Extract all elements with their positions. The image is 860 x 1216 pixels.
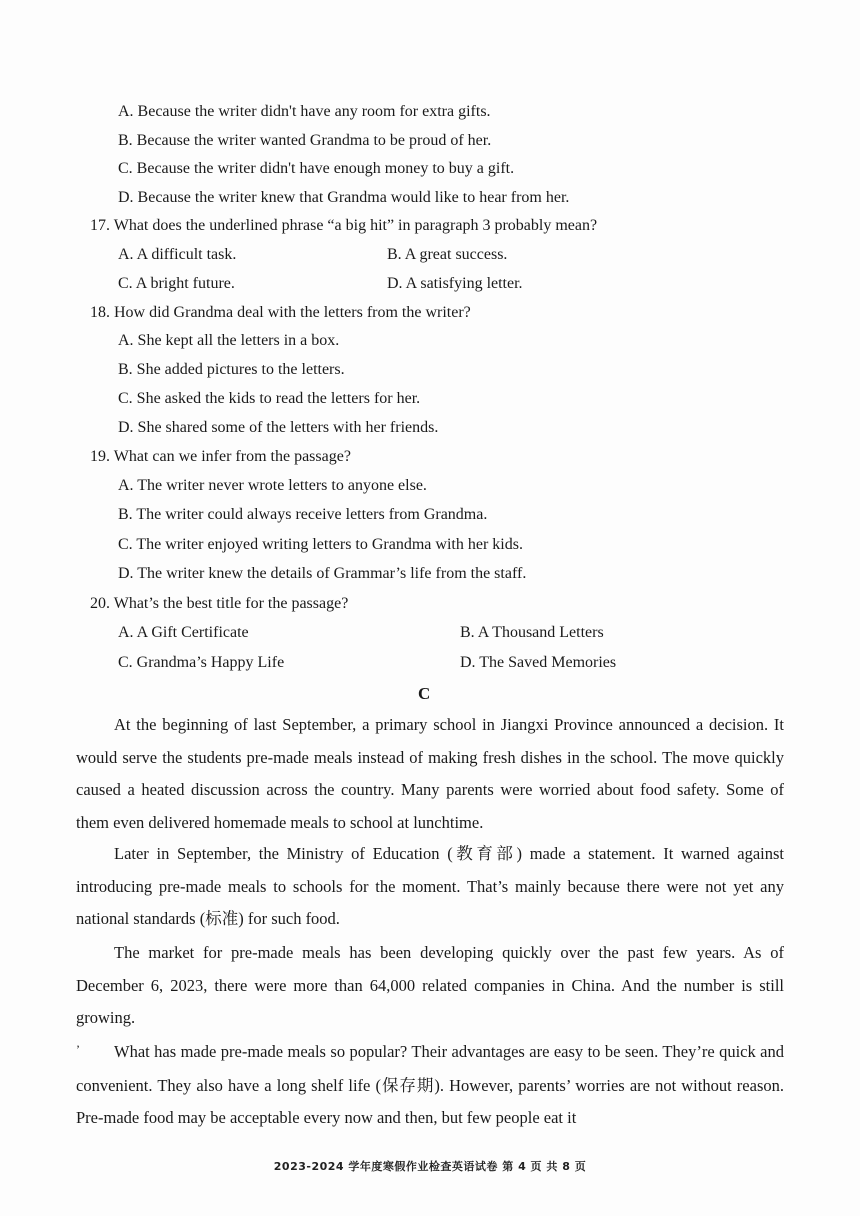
passage-paragraph-2-text: Later in September, the Ministry of Education (教育部) made a statement. It warned against introducing pre-made meals to schools for the moment. That’s mainly because there were not yet any national standards (标准) for such food.	[76, 844, 784, 928]
passage-paragraph-2	[76, 838, 784, 936]
q18-option-b: B. She added pictures to the letters.	[118, 361, 345, 378]
page-footer: 2023-2024 学年度寒假作业检查英语试卷 第 4 页 共 8 页	[273, 1160, 587, 1173]
q19-option-a: A. The writer never wrote letters to anyone else.	[118, 477, 427, 494]
q16-option-a: A. Because the writer didn't have any room for extra gifts.	[118, 103, 491, 120]
q17-option-d: D. A satisfying letter.	[387, 275, 523, 292]
passage-paragraph-1	[76, 709, 784, 839]
q20-option-d: D. The Saved Memories	[460, 654, 617, 671]
section-heading: C	[418, 684, 431, 703]
passage-paragraph-4-text: What has made pre-made meals so popular? Their advantages are easy to be seen. They’re quick and convenient. They also have a long shelf life (保存期). However, parents’ worries are not without reason. Pre-made food may be acceptable every now and then, but few people eat it	[76, 1042, 784, 1127]
q18-option-d: D. She shared some of the letters with her friends.	[118, 419, 439, 436]
q18-option-c: C. She asked the kids to read the letters for her.	[118, 390, 421, 407]
q16-option-d: D. Because the writer knew that Grandma would like to hear from her.	[118, 189, 570, 206]
passage-paragraph-3-text: The market for pre-made meals has been developing quickly over the past few years. As of December 6, 2023, there were more than 64,000 related companies in China. And the number is still growing.	[76, 943, 784, 1027]
q19-option-c: C. The writer enjoyed writing letters to Grandma with her kids.	[118, 536, 523, 553]
q18-option-a: A. She kept all the letters in a box.	[118, 332, 340, 349]
margin-mark: ’	[76, 1042, 80, 1056]
q20-stem: 20. What’s the best title for the passage?	[90, 595, 349, 612]
q17-option-b: B. A great success.	[387, 246, 508, 263]
q16-option-b: B. Because the writer wanted Grandma to be proud of her.	[118, 132, 492, 149]
q19-stem: 19. What can we infer from the passage?	[90, 448, 351, 465]
q17-stem: 17. What does the underlined phrase “a big hit” in paragraph 3 probably mean?	[90, 217, 598, 234]
q16-option-c: C. Because the writer didn't have enough money to buy a gift.	[118, 160, 515, 177]
q19-option-d: D. The writer knew the details of Grammar’s life from the staff.	[118, 565, 527, 582]
q20-option-c: C. Grandma’s Happy Life	[118, 654, 285, 671]
passage-paragraph-1-text: At the beginning of last September, a primary school in Jiangxi Province announced a decision. It would serve the students pre-made meals instead of making fresh dishes in the school. The move quickly caused a heated discussion across the country. Many parents were worried about food safety. Some of them even delivered homemade meals to school at lunchtime.	[76, 715, 784, 832]
q20-option-b: B. A Thousand Letters	[460, 624, 604, 641]
q17-option-a: A. A difficult task.	[118, 246, 237, 263]
q17-option-c: C. A bright future.	[118, 275, 235, 292]
q20-option-a: A. A Gift Certificate	[118, 624, 249, 641]
q18-stem: 18. How did Grandma deal with the letters from the writer?	[90, 304, 471, 321]
q19-option-b: B. The writer could always receive letters from Grandma.	[118, 506, 488, 523]
passage-paragraph-4	[76, 1036, 784, 1135]
passage-paragraph-3	[76, 937, 784, 1035]
